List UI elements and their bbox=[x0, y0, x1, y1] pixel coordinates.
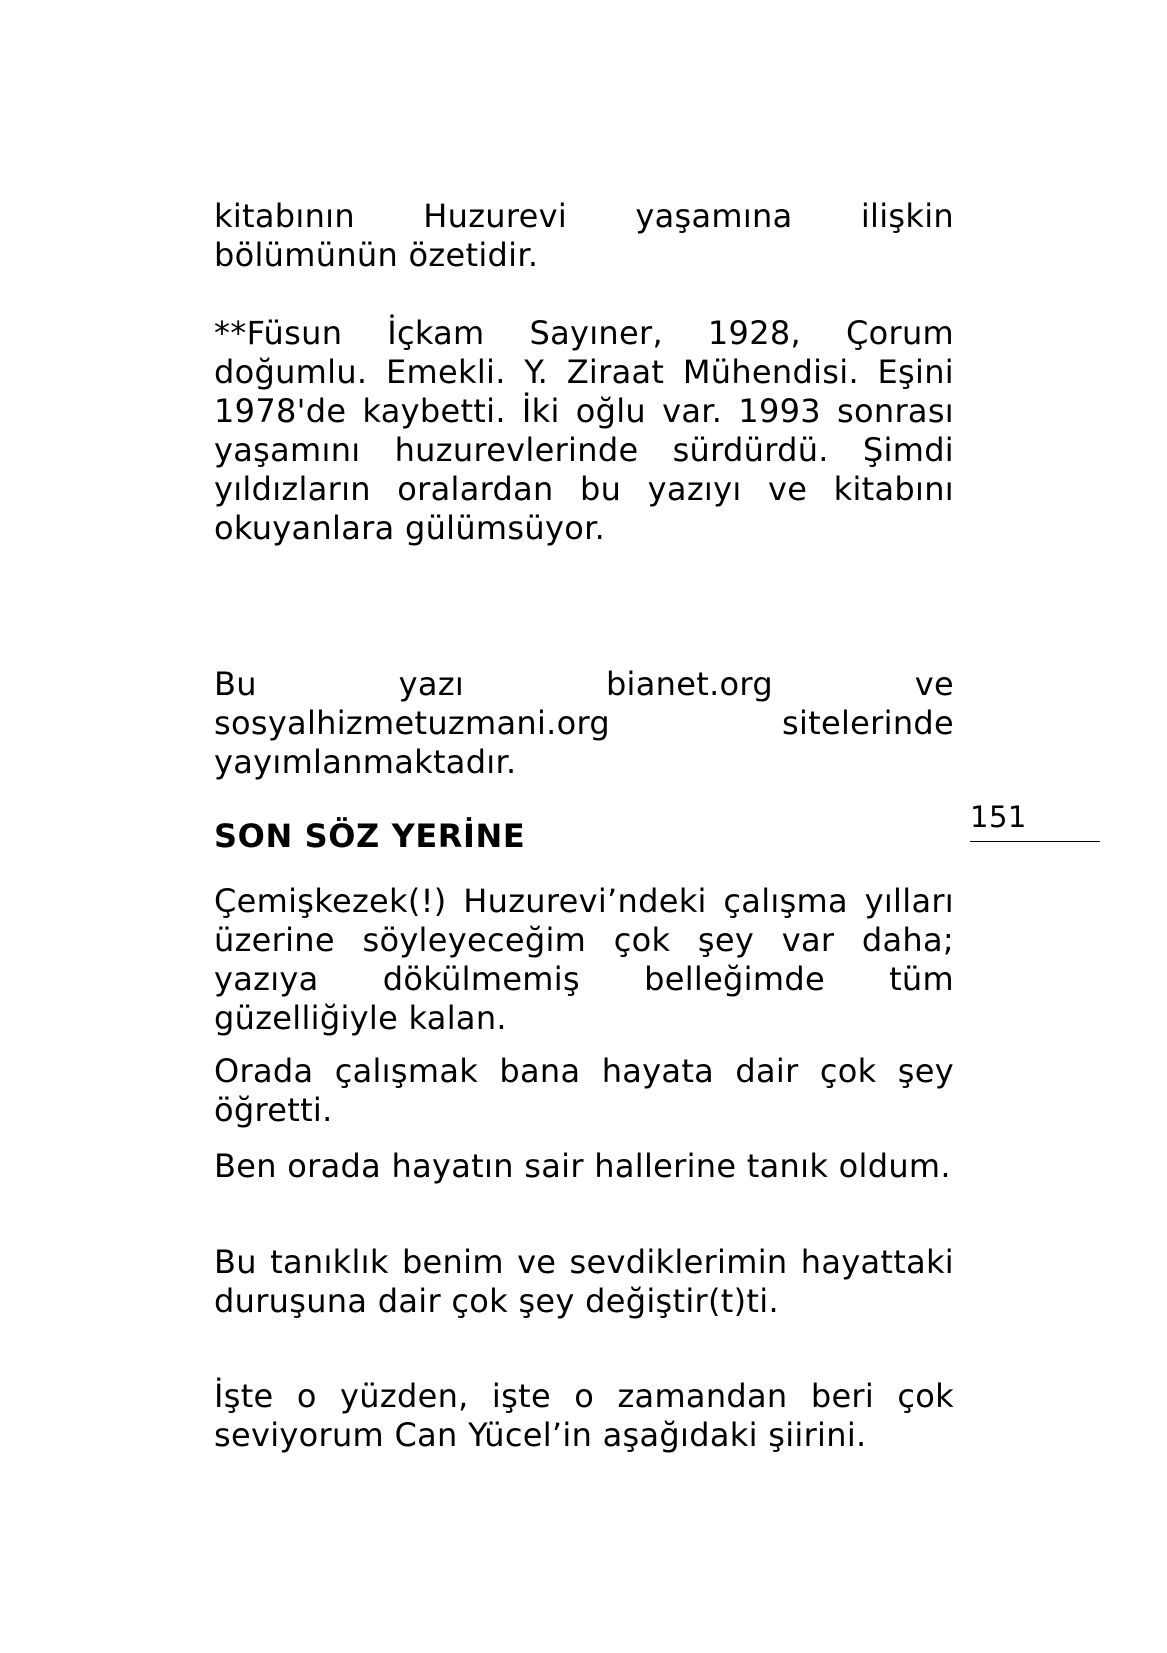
section-paragraph-5 bbox=[214, 1377, 954, 1455]
top-paragraph-line-1: kitabının Huzurevi yaşamına ilişkin bbox=[214, 197, 954, 235]
section-paragraph-3-text: Ben orada hayatın sair hallerine tanık oldum. bbox=[214, 1147, 951, 1185]
publication-note bbox=[214, 665, 954, 782]
footnote bbox=[214, 314, 954, 548]
section-paragraph-4-text: Bu tanıklık benim ve sevdiklerimin hayattaki duruşuna dair çok şey değiştir(t)ti. bbox=[214, 1243, 954, 1320]
section-paragraph-2-text: Orada çalışmak bana hayata dair çok şey öğretti. bbox=[214, 1052, 954, 1129]
section-paragraph-4 bbox=[214, 1243, 954, 1321]
section-paragraph-1-text: Çemişkezek(!) Huzurevi’ndeki çalışma yılları üzerine söyleyeceğim çok şey var daha; yazıya dökülmemiş belleğimde tüm güzelliğiyle kalan. bbox=[214, 882, 954, 1037]
section-paragraph-2 bbox=[214, 1052, 954, 1130]
publication-note-text: Bu yazı bianet.org ve sosyalhizmetuzmani.org sitelerinde yayımlanmaktadır. bbox=[214, 665, 954, 781]
section-heading: SON SÖZ YERİNE bbox=[214, 817, 526, 855]
top-paragraph-line-2: bölümünün özetidir. bbox=[214, 236, 539, 274]
top-paragraph bbox=[214, 197, 954, 275]
section-paragraph-3 bbox=[214, 1147, 954, 1186]
section-paragraph-5-text: İşte o yüzden, işte o zamandan beri çok seviyorum Can Yücel’in aşağıdaki şiirini. bbox=[214, 1377, 954, 1454]
footnote-text: **Füsun İçkam Sayıner, 1928, Çorum doğumlu. Emekli. Y. Ziraat Mühendisi. Eşini 1978'de kaybetti. İki oğlu var. 1993 sonrası yaşamını huzurevlerinde sürdürdü. Şimdi yıldızların oralardan bu yazıyı ve kitabını okuyanlara gülümsüyor. bbox=[214, 314, 954, 547]
section-paragraph-1 bbox=[214, 882, 954, 1038]
page-number: 151 bbox=[970, 800, 1027, 834]
page-number-rule bbox=[970, 841, 1100, 842]
